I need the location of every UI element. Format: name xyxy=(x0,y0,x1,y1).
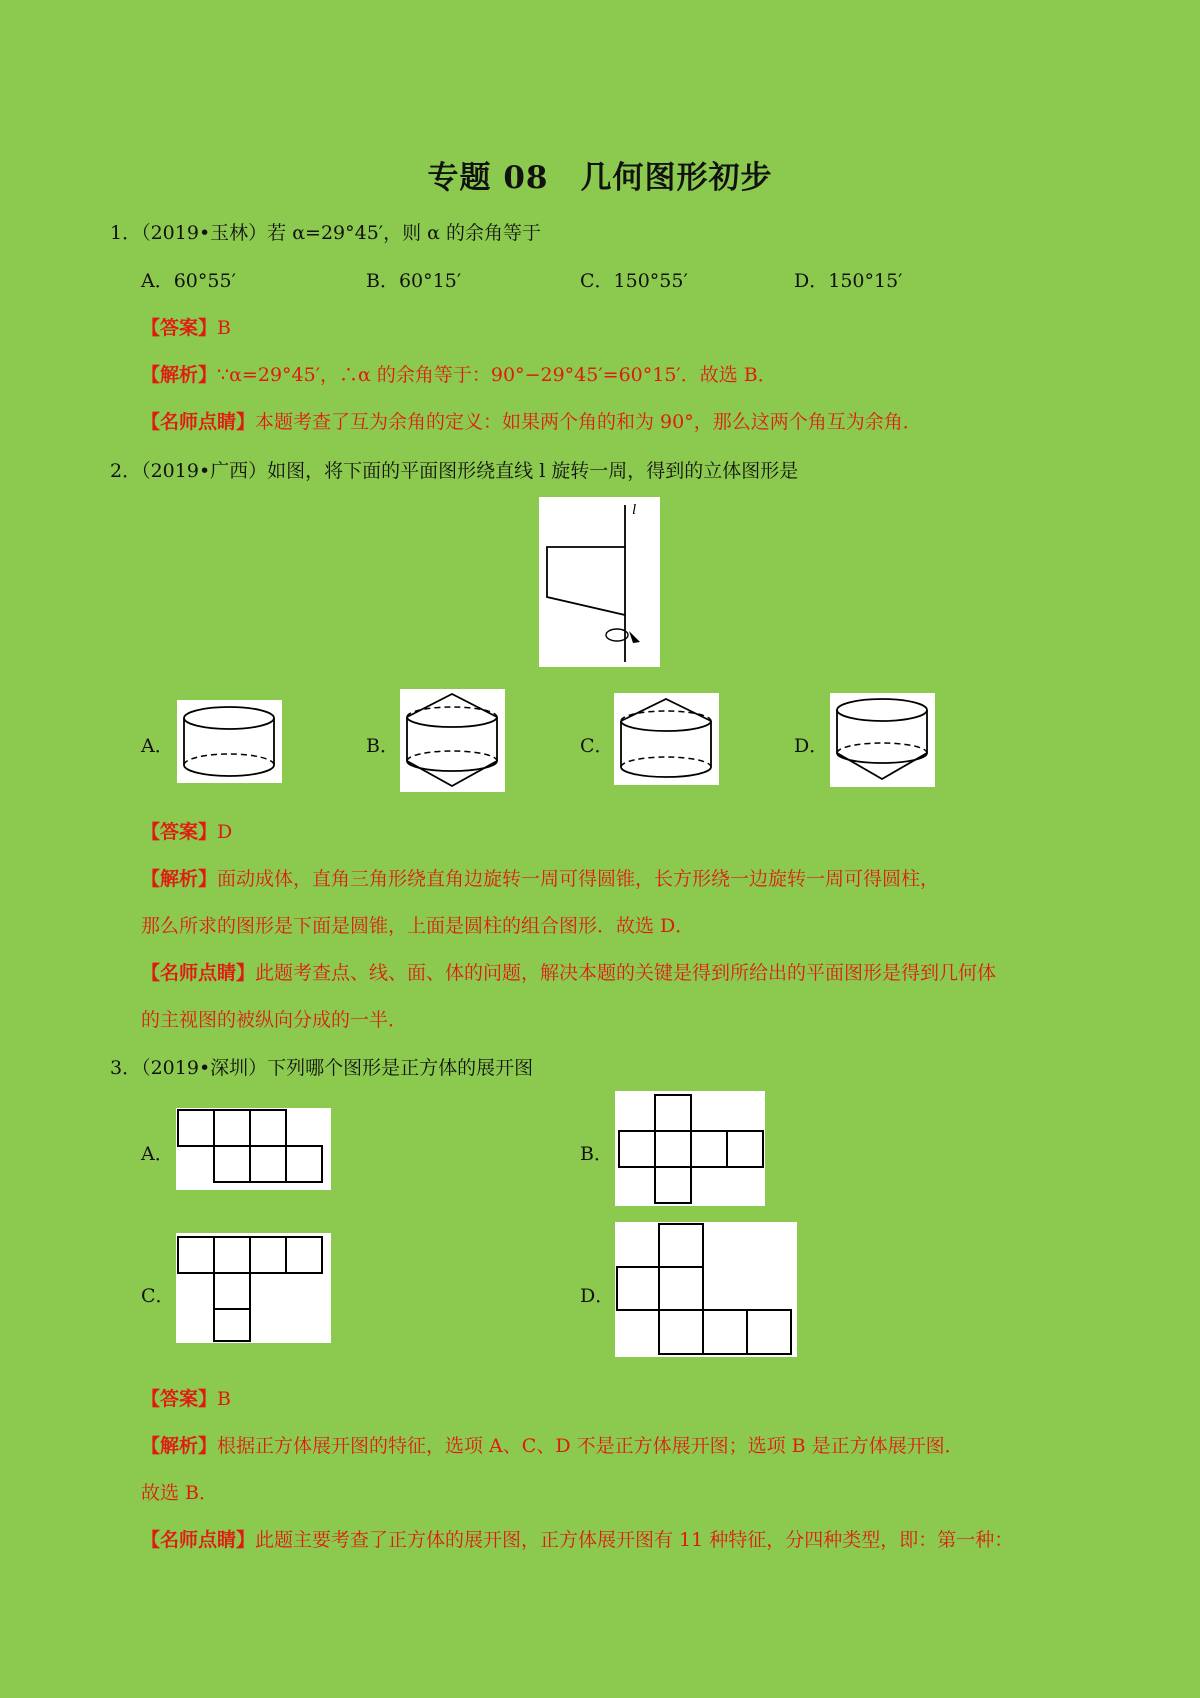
answer-tag: 【答案】 xyxy=(141,317,218,339)
q3-analysis xyxy=(141,1431,964,1458)
q2-option-d-cone-bottom-cylinder xyxy=(830,693,935,787)
answer-value: D xyxy=(217,821,233,843)
comment-tag: 【名师点睛】 xyxy=(141,411,256,433)
q2-option-a-label: A． xyxy=(141,735,174,757)
q2-analysis-cont: 那么所求的图形是下面是圆锥，上面是圆柱的组合图形．故选 D． xyxy=(141,915,695,937)
q1-option-c: C．150°55′ xyxy=(580,270,688,292)
q2-option-b-label: B． xyxy=(366,735,399,757)
q2-option-c-label: C． xyxy=(580,735,614,757)
q1-option-b: B．60°15′ xyxy=(366,270,462,292)
analysis-text: 根据正方体展开图的特征，选项 A、C、D 不是正方体展开图；选项 B 是正方体展开图． xyxy=(217,1435,964,1457)
q2-analysis xyxy=(141,864,939,891)
answer-tag: 【答案】 xyxy=(141,1388,218,1410)
q2-comment xyxy=(141,958,996,985)
q2-option-c-cone-top-cylinder xyxy=(614,693,719,785)
q1-option-a: A．60°55′ xyxy=(141,270,236,292)
q2-option-a-cylinder xyxy=(177,700,282,783)
page-title: 专题 08 几何图形初步 xyxy=(427,160,773,196)
answer-value: B xyxy=(217,1388,231,1410)
q3-option-a-net xyxy=(176,1108,331,1190)
q3-option-c-label: C． xyxy=(141,1285,175,1307)
q2-option-d-label: D． xyxy=(794,735,829,757)
analysis-text: 面动成体，直角三角形绕直角边旋转一周可得圆锥，长方形绕一边旋转一周可得圆柱， xyxy=(217,868,940,890)
q2-comment-cont: 的主视图的被纵向分成的一半． xyxy=(141,1009,408,1031)
q3-comment xyxy=(141,1525,1013,1552)
q1-analysis xyxy=(141,360,777,387)
answer-value: B xyxy=(217,317,231,339)
q3-option-a-label: A． xyxy=(141,1143,174,1165)
analysis-tag: 【解析】 xyxy=(141,868,218,890)
q3-analysis-cont: 故选 B． xyxy=(141,1482,219,1504)
q3-option-c-net xyxy=(176,1233,331,1343)
q1-option-d: D．150°15′ xyxy=(794,270,903,292)
q3-option-b-net xyxy=(615,1091,765,1206)
comment-text: 此题主要考查了正方体的展开图，正方体展开图有 11 种特征，分四种类型，即：第一种： xyxy=(255,1529,1014,1551)
analysis-tag: 【解析】 xyxy=(141,364,218,386)
q3-option-b-label: B． xyxy=(580,1143,613,1165)
question-3-stem: 3．（2019•深圳）下列哪个图形是正方体的展开图 xyxy=(110,1057,534,1079)
q3-answer xyxy=(141,1384,231,1411)
question-1-stem: 1．（2019•玉林）若 α=29°45′，则 α 的余角等于 xyxy=(110,222,542,244)
comment-tag: 【名师点睛】 xyxy=(141,1529,256,1551)
analysis-text: ∵α=29°45′，∴α 的余角等于：90°−29°45′=60°15′．故选 B． xyxy=(217,364,777,386)
q3-option-d-net xyxy=(615,1222,797,1357)
answer-tag: 【答案】 xyxy=(141,821,218,843)
q2-answer xyxy=(141,817,232,844)
comment-text: 此题考查点、线、面、体的问题，解决本题的关键是得到所给出的平面图形是得到几何体 xyxy=(255,962,997,984)
q2-option-b-bicone-cylinder xyxy=(400,689,505,792)
question-2-stem: 2．（2019•广西）如图，将下面的平面图形绕直线 l 旋转一周，得到的立体图形是 xyxy=(110,460,799,482)
axis-l-label: l xyxy=(632,502,637,518)
rotation-figure xyxy=(539,497,660,667)
analysis-tag: 【解析】 xyxy=(141,1435,218,1457)
q1-comment xyxy=(141,407,922,434)
comment-text: 本题考查了互为余角的定义：如果两个角的和为 90°，那么这两个角互为余角． xyxy=(255,411,922,433)
q1-answer xyxy=(141,313,231,340)
q3-option-d-label: D． xyxy=(580,1285,615,1307)
comment-tag: 【名师点睛】 xyxy=(141,962,256,984)
